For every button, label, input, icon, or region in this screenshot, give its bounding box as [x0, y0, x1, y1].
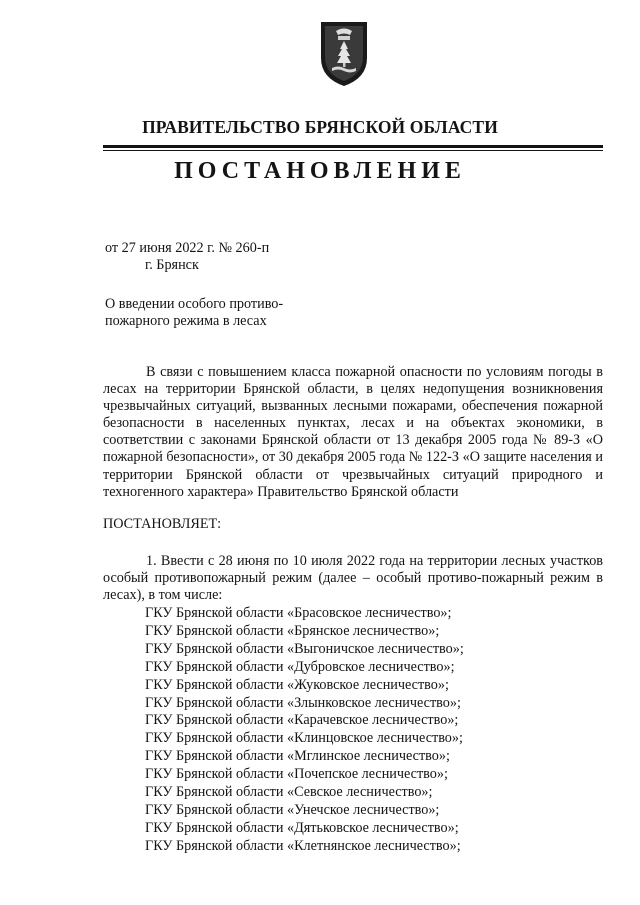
date-number: от 27 июня 2022 г. № 260-п	[105, 240, 270, 256]
list-item: ГКУ Брянской области «Брасовское лесничество»;	[145, 605, 452, 621]
item-1-paragraph: 1. Ввести с 28 июня по 10 июля 2022 года на территории лесных участков особый противопожарный режим (далее – особый противо-пожарный режим в лесах), в том числе:	[103, 553, 603, 604]
forestry-list	[145, 605, 464, 856]
list-item: ГКУ Брянской области «Почепское лесничество»;	[145, 766, 448, 783]
list-item: ГКУ Брянской области «Карачевское лесничество»;	[145, 712, 459, 729]
list-item: ГКУ Брянской области «Жуковское лесничество»;	[145, 676, 449, 693]
header-rule-thick	[103, 145, 603, 148]
list-item: ГКУ Брянской области «Дубровское лесничество»;	[145, 658, 455, 675]
subject-line-2: пожарного режима в лесах	[105, 313, 267, 329]
list-item: ГКУ Брянской области «Выгоничское лесничество»;	[145, 640, 464, 657]
list-item: ГКУ Брянской области «Брянское лесничество»;	[145, 622, 440, 639]
preamble-paragraph: В связи с повышением класса пожарной опасности по условиям погоды в лесах на территории Брянской области, в целях недопущения возникновения чрезвычайных ситуаций, вызванных лесными пожарами, обеспечения пожарной безопасности в населенных пунктах, лесах и на объектах экономики, в соответствии с законами Брянской области от 13 декабря 2005 года № 89-З «О пожарной безопасности», от 30 декабря 2005 года № 122-З «О защите населения и территории Брянской области от чрезвычайных ситуаций природного и техногенного характера» Правительство Брянской области	[103, 364, 603, 500]
resolves: ПОСТАНОВЛЯЕТ:	[103, 516, 222, 532]
subject-line-1: О введении особого противо-	[105, 296, 284, 312]
list-item: ГКУ Брянской области «Клетнянское лесничество»;	[145, 837, 461, 854]
city: г. Брянск	[145, 257, 199, 273]
coat-of-arms-icon	[318, 18, 370, 88]
list-item: ГКУ Брянской области «Севское лесничество»;	[145, 784, 433, 801]
government-title: ПРАВИТЕЛЬСТВО БРЯНСКОЙ ОБЛАСТИ	[142, 117, 498, 137]
list-item: ГКУ Брянской области «Клинцовское лесничество»;	[145, 730, 463, 747]
list-item: ГКУ Брянской области «Унечское лесничество»;	[145, 801, 440, 818]
document-type: ПОСТАНОВЛЕНИЕ	[174, 158, 466, 184]
list-item: ГКУ Брянской области «Дятьковское лесничество»;	[145, 819, 459, 836]
header-rule-thin	[103, 150, 603, 151]
list-item: ГКУ Брянской области «Злынковское лесничество»;	[145, 694, 461, 711]
list-item: ГКУ Брянской области «Мглинское лесничество»;	[145, 748, 450, 765]
